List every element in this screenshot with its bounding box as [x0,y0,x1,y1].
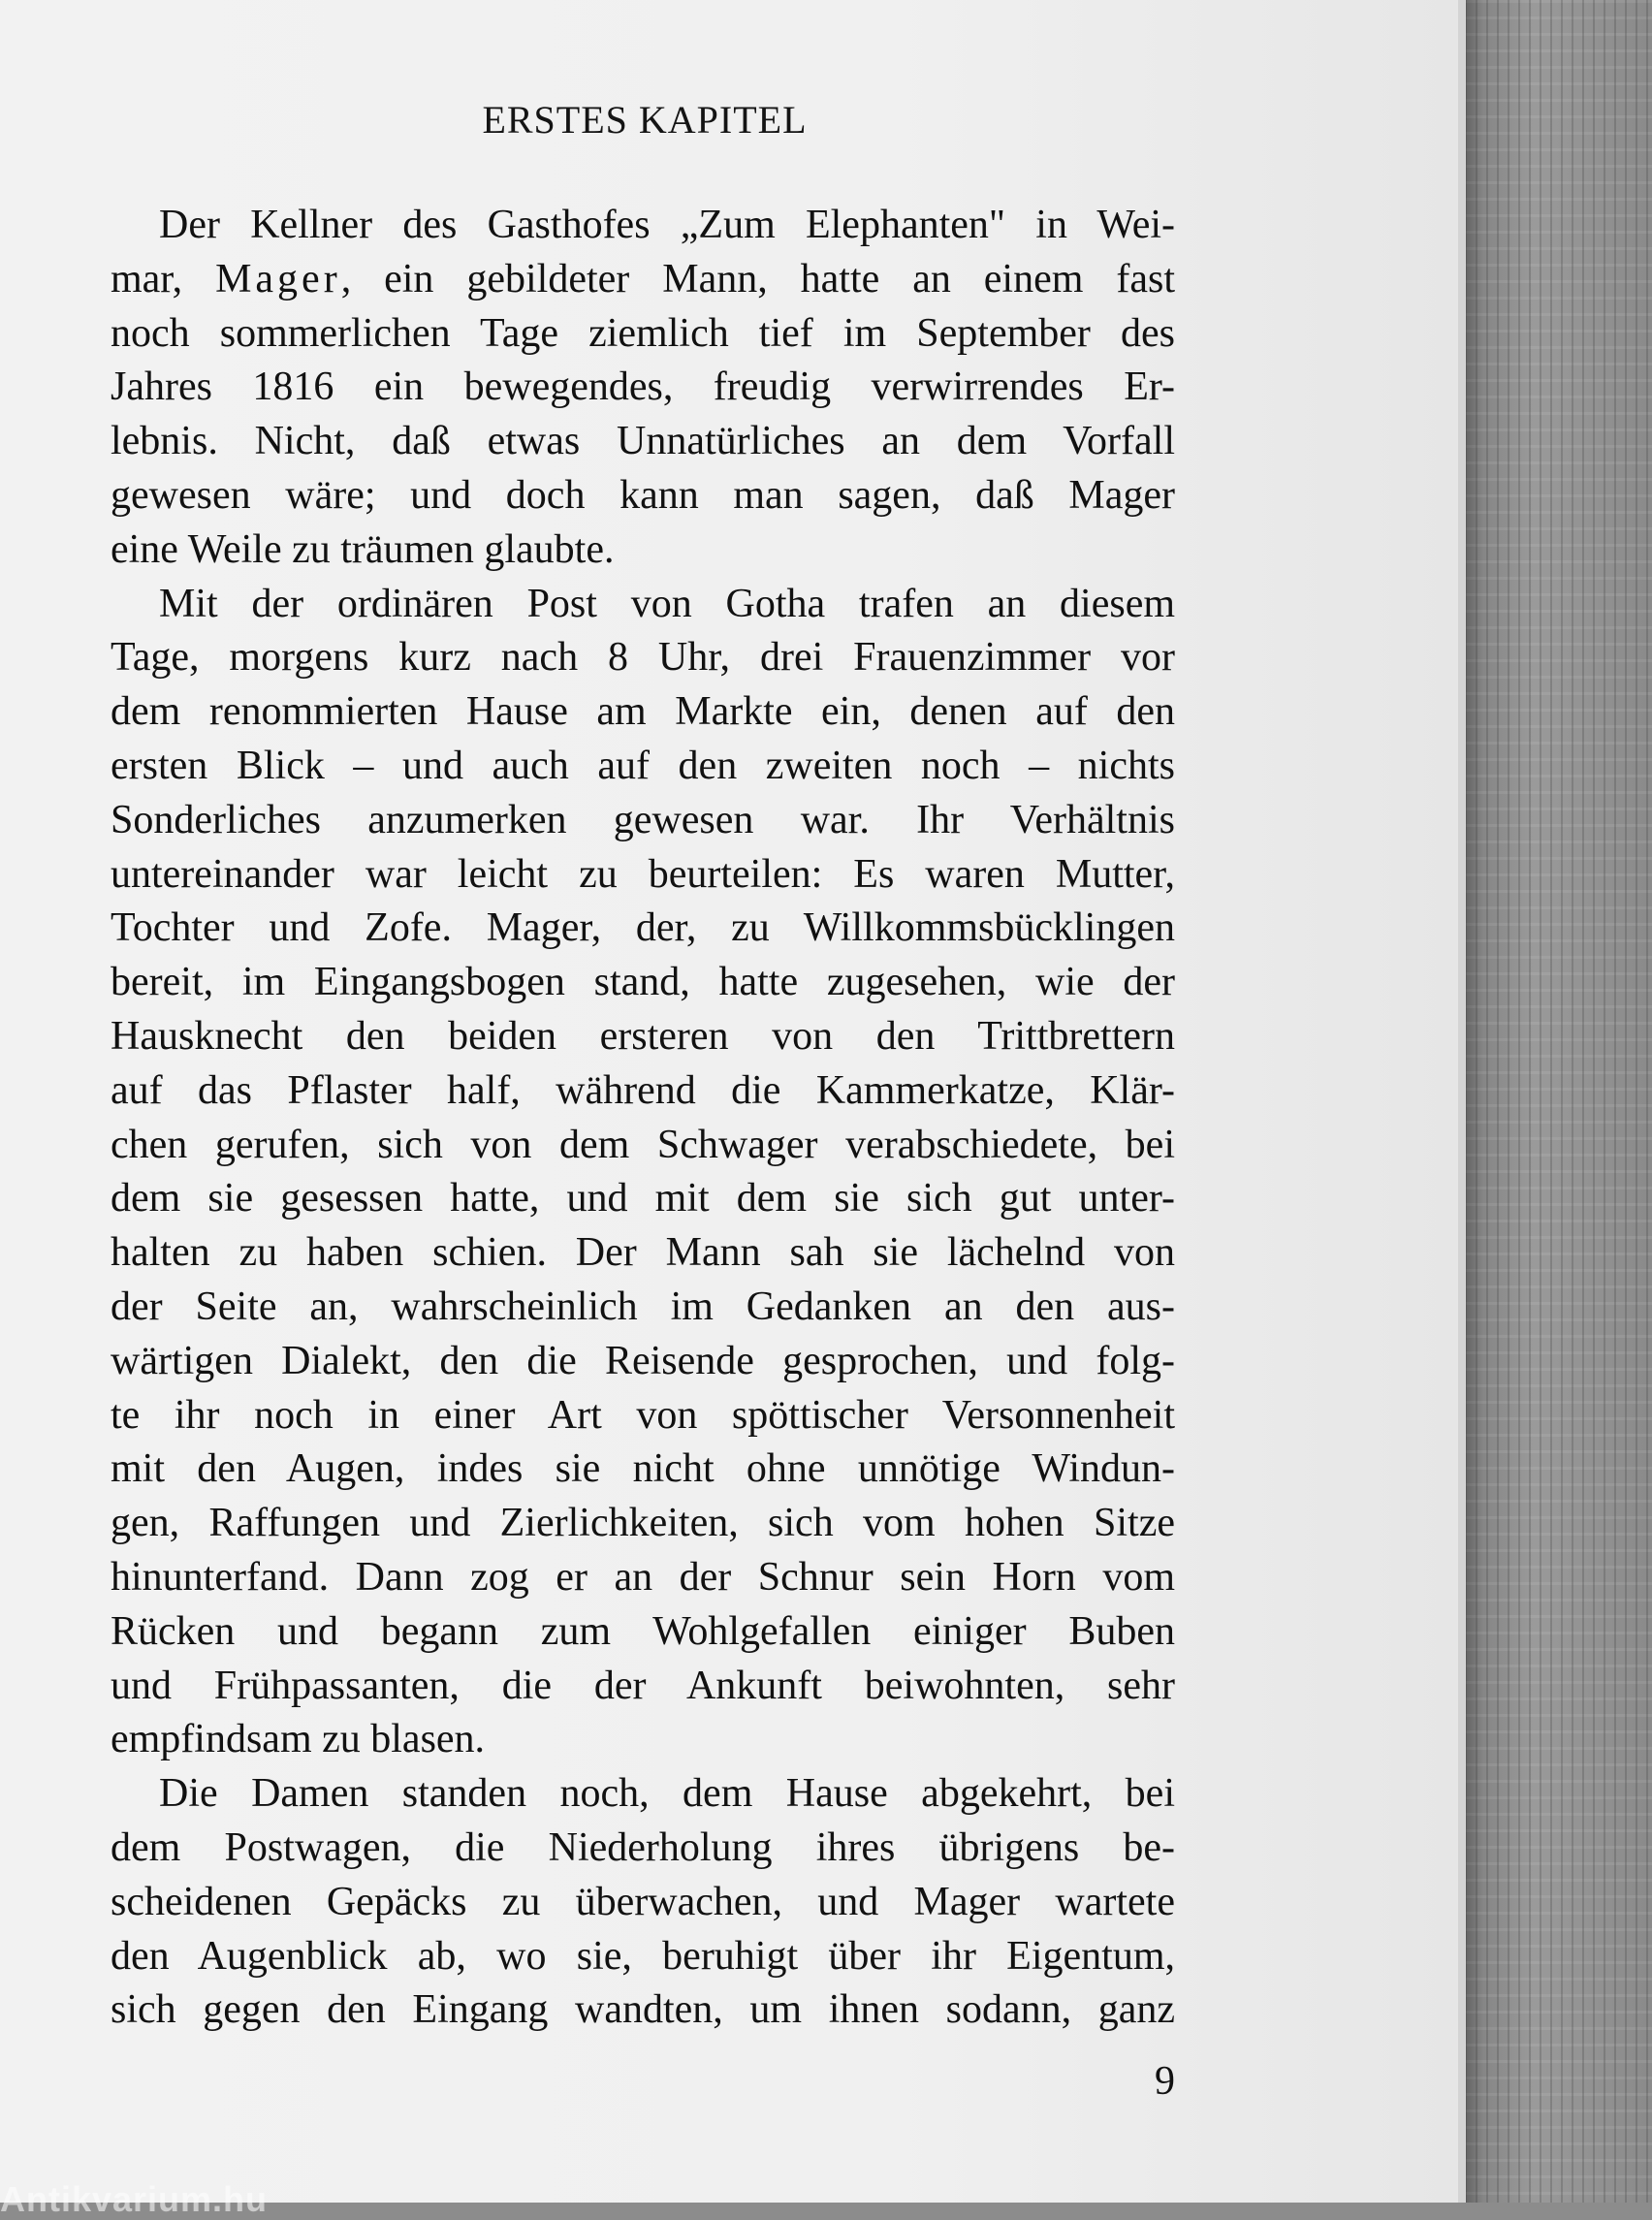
page-number: 9 [1155,2059,1175,2104]
text-line [111,253,1175,307]
text-line: ersten Blick – und auch auf den zweiten noch – nichts [111,743,1175,788]
text-line: Sonderliches anzumerken gewesen war. Ihr Verhältnis [111,797,1175,842]
text-line: Mit der ordinären Post von Gotha trafen an diesem [159,581,1175,626]
text-line: dem sie gesessen hatte, und mit dem sie sich gut unter- [111,1176,1175,1221]
text-line: empfindsam zu blasen. [111,1717,486,1762]
text-line: scheidenen Gepäcks zu überwachen, und Mager wartete [111,1879,1175,1924]
text-line: noch sommerlichen Tage ziemlich tief im September des [111,310,1175,356]
text-line: Der Kellner des Gasthofes „Zum Elephanten" in Wei- [159,203,1175,247]
text-line: Hausknecht den beiden ersteren von den Trittbrettern [111,1013,1175,1059]
text-line: Die Damen standen noch, dem Hause abgekehrt, bei [159,1771,1175,1817]
text-line: dem Postwagen, die Niederholung ihres übrigens be- [111,1824,1175,1870]
text-line: auf das Pflaster half, während die Kammerkatze, Klär- [111,1067,1175,1113]
text-line: lebnis. Nicht, daß etwas Unnatürliches an dem Vorfall [111,419,1175,464]
text-line: halten zu haben schien. Der Mann sah sie lächelnd von [111,1230,1175,1276]
body-text [111,199,1175,2038]
text-line: dem renommierten Hause am Markte ein, denen auf den [111,689,1175,735]
paragraph-1 [111,199,1175,578]
text-line: mit den Augen, indes sie nicht ohne unnötige Windun- [111,1446,1175,1492]
text-line: wärtigen Dialekt, den die Reisende gesprochen, und folg- [111,1338,1175,1383]
page-edge [1458,0,1466,2203]
text-line: gen, Raffungen und Zierlichkeiten, sich vom hohen Sitze [111,1501,1175,1546]
text-line: und Frühpassanten, die der Ankunft beiwohnten, sehr [111,1663,1175,1708]
text-line: gewesen wäre; und doch kann man sagen, daß Mager [111,472,1175,518]
text-line: Tochter und Zofe. Mager, der, zu Willkommsbücklingen [111,905,1175,951]
text-line: untereinander war leicht zu beurteilen: Es waren Mutter, [111,851,1175,897]
text-line: sich gegen den Eingang wandten, um ihnen sodann, ganz [111,1987,1175,2033]
text-line: Rücken und begann zum Wohlgefallen einiger Buben [111,1608,1175,1654]
text-line: te ihr noch in einer Art von spöttischer Versonnenheit [111,1392,1175,1438]
paragraph-2 [111,578,1175,1768]
paragraph-3 [111,1767,1175,2038]
text-line: eine Weile zu träumen glaubte. [111,526,615,572]
text-fragment: mar, [111,256,216,301]
spaced-name: Mager [215,256,341,301]
text-line: chen gerufen, sich von dem Schwager verabschiedete, bei [111,1122,1175,1167]
chapter-title: ERSTES KAPITEL [482,98,808,142]
text-line: bereit, im Eingangsbogen stand, hatte zugesehen, wie der [111,960,1175,1005]
text-line: Jahres 1816 ein bewegendes, freudig verwirrendes Er- [111,365,1175,410]
text-line: Tage, morgens kurz nach 8 Uhr, drei Frauenzimmer vor [111,635,1175,681]
watermark: Antikvarium.hu [0,2179,269,2219]
text-line: der Seite an, wahrscheinlich im Gedanken an den aus- [111,1284,1175,1329]
text-line: den Augenblick ab, wo sie, beruhigt über ihr Eigentum, [111,1933,1175,1979]
text-line: hinunterfand. Dann zog er an der Schnur sein Horn vom [111,1554,1175,1600]
background-surface [1454,0,1652,2203]
text-fragment: , ein gebildeter Mann, hatte an einem fast [340,256,1175,301]
